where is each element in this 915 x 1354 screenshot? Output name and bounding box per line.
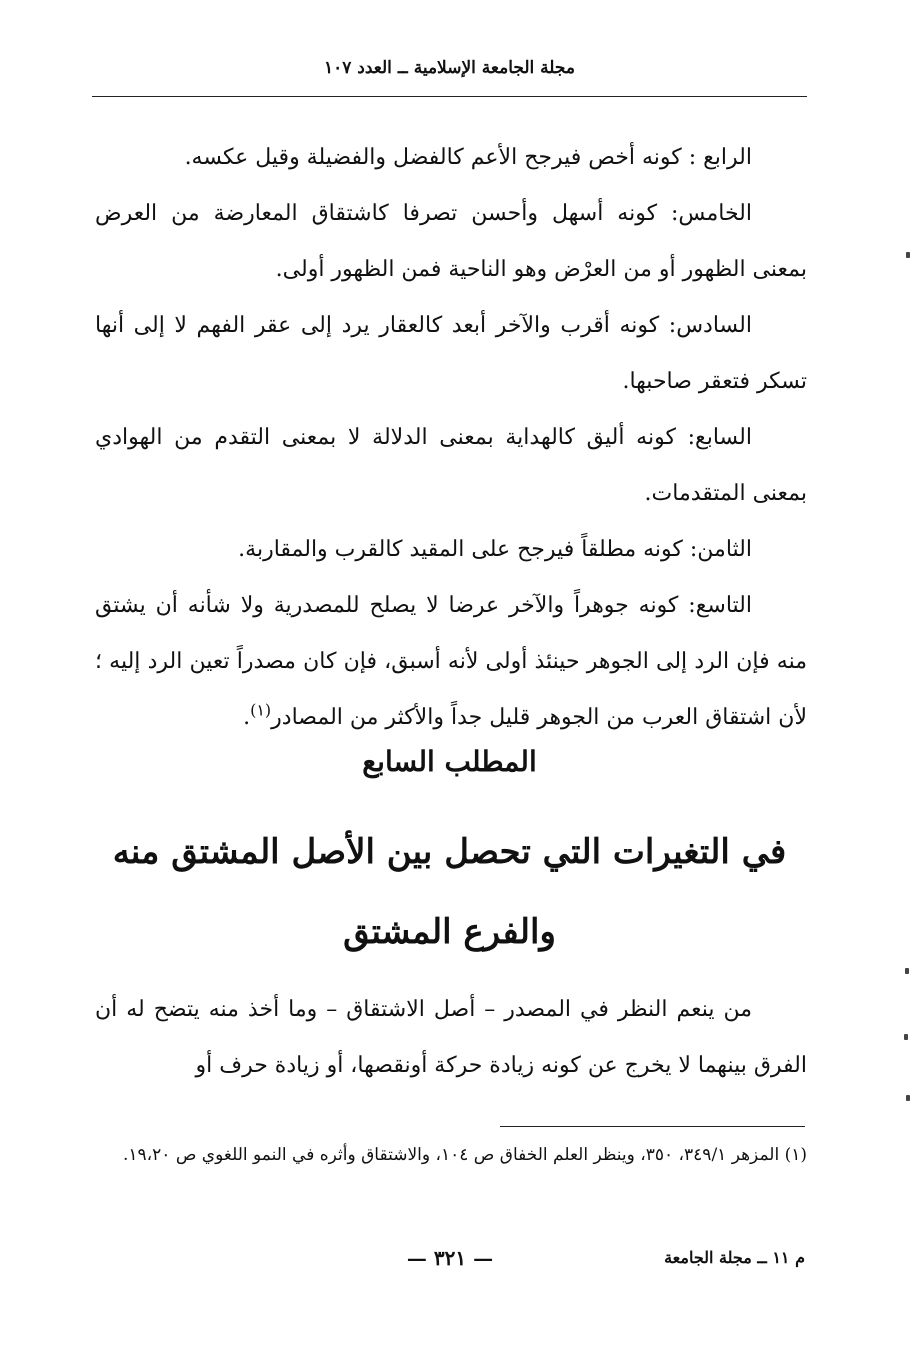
page-number: — ٣٢١ — bbox=[406, 1246, 494, 1270]
section-text-block bbox=[95, 982, 807, 1094]
section-title: في التغيرات التي تحصل بين الأصل المشتق منه والفرع المشتق bbox=[112, 832, 787, 952]
header-divider bbox=[92, 96, 807, 97]
paragraph-fifth: الخامس: كونه أسهل وأحسن تصرفا كاشتقاق المعارضة من العرض بمعنى الظهور أو من العرْض وهو الناحية فمن الظهور أولى. bbox=[95, 201, 807, 282]
section-paragraph: من ينعم النظر في المصدر – أصل الاشتقاق – وما أخذ منه يتضح له أن الفرق بينهما لا يخرج عن كونه زيادة حركة أونقصها، أو زيادة حرف أو bbox=[95, 997, 807, 1078]
scan-edge-mark bbox=[904, 1034, 908, 1040]
scan-edge-mark bbox=[905, 968, 909, 974]
scan-edge-mark bbox=[906, 1095, 910, 1101]
footnote-text: (١) المزهر ٣٤٩/١، ٣٥٠، وينظر العلم الخفاق ص ١٠٤، والاشتقاق وأثره في النمو اللغوي ص ١٩،٢٠. bbox=[123, 1145, 807, 1165]
paragraph-ninth-end: . bbox=[243, 705, 251, 730]
paragraph-sixth: السادس: كونه أقرب والآخر أبعد كالعقار يرد إلى عقر الفهم لا إلى أنها تسكر فتعقر صاحبها. bbox=[95, 313, 807, 394]
paragraph-fourth: الرابع : كونه أخص فيرجح الأعم كالفضل والفضيلة وقيل عكسه. bbox=[184, 145, 752, 170]
running-header: مجلة الجامعة الإسلامية ــ العدد ١٠٧ bbox=[323, 58, 575, 78]
signature-mark: م ١١ ــ مجلة الجامعة bbox=[664, 1248, 805, 1267]
footnote-divider bbox=[500, 1126, 805, 1127]
section-subtitle: المطلب السابع bbox=[362, 745, 537, 778]
paragraph-eighth: الثامن: كونه مطلقاً فيرجح على المقيد كالقرب والمقاربة. bbox=[238, 537, 752, 562]
footnote-reference[interactable]: (١) bbox=[250, 700, 272, 720]
body-text-block bbox=[95, 130, 807, 746]
scan-edge-mark bbox=[906, 252, 910, 258]
paragraph-ninth bbox=[95, 578, 807, 746]
paragraph-seventh: السابع: كونه أليق كالهداية بمعنى الدلالة لا بمعنى التقدم من الهوادي بمعنى المتقدمات. bbox=[95, 425, 807, 506]
paragraph-ninth-text: التاسع: كونه جوهراً والآخر عرضا لا يصلح للمصدرية ولا شأنه أن يشتق منه فإن الرد إلى الجوهر حينئذ أولى لأنه أسبق، فإن كان مصدراً تعين الرد إليه ؛ لأن اشتقاق العرب من الجوهر قليل جداً والأكثر من المصادر bbox=[95, 593, 807, 730]
